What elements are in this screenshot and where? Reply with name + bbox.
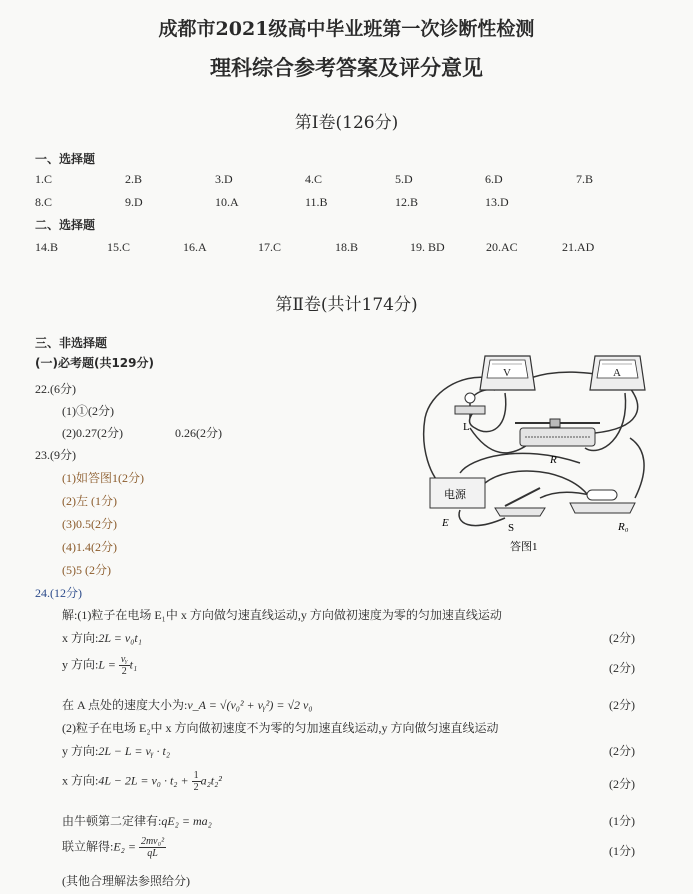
newton-equation: qE₂ = ma₂	[161, 814, 212, 828]
speed-prefix: 在 A 点处的速度大小为:	[62, 698, 188, 712]
q24-solve	[62, 836, 166, 859]
q22-line2b: 0.26(2分)	[175, 426, 222, 440]
answer-item: 20.AC	[486, 240, 518, 254]
part2-heading: 第Ⅱ卷(共计174分)	[275, 295, 418, 315]
q23-line: (1)如答图1(2分)	[62, 471, 144, 485]
y-dir-prefix: y 方向:	[62, 657, 99, 672]
answer-item: 14.B	[35, 240, 59, 254]
q22-label: 22.(6分)	[35, 382, 76, 396]
resistor-base	[570, 503, 635, 513]
fraction-denominator: 2	[193, 782, 199, 793]
q23-line: (4)1.4(2分)	[62, 540, 117, 554]
answer-item: 2.B	[125, 172, 143, 186]
source-text: 电源	[444, 489, 466, 501]
rheostat-slider	[550, 419, 560, 427]
section3-label: 三、非选择题	[35, 336, 108, 350]
wire	[424, 377, 490, 488]
fraction-numerator: 2mv₀²	[140, 836, 165, 847]
score: (2分)	[609, 777, 635, 791]
q22-line2a: (2)0.27(2分)	[62, 426, 123, 440]
x2-prefix: x 方向:	[62, 773, 99, 788]
q24-part2-line: (2)粒子在电场 E₂中 x 方向做初速度不为零的匀加速直线运动,y 方向做匀速直线运动	[62, 721, 499, 735]
ammeter-label: A	[613, 367, 621, 379]
answer-item: 21.AD	[562, 240, 595, 254]
wire	[630, 438, 644, 498]
resistor	[570, 490, 635, 533]
switch-base	[495, 508, 545, 516]
score: (1分)	[609, 814, 635, 828]
score: (1分)	[609, 844, 635, 858]
y2-equation: 2L − L = vᵧ · t₂	[98, 744, 171, 758]
switch	[495, 488, 545, 534]
y2-prefix: y 方向:	[62, 744, 99, 758]
source-label: E	[442, 517, 449, 529]
y-dir-rhs: t₁	[129, 657, 138, 672]
solve-lhs: E₂ =	[113, 839, 139, 854]
q24-line1: 解:(1)粒子在电场 E₁中 x 方向做匀速直线运动,y 方向做初速度为零的匀加速直线运动	[62, 608, 502, 622]
q23-line: (5)5 (2分)	[62, 563, 111, 577]
q24-y2-direction	[62, 742, 170, 759]
q22-line1: (1)①(2分)	[62, 404, 114, 418]
answer-item: 9.D	[125, 195, 143, 209]
answer-item: 15.C	[107, 240, 131, 254]
answer-item: 8.C	[35, 195, 53, 209]
lamp-label: L	[463, 421, 470, 433]
resistor-label: R₀	[618, 521, 629, 533]
answer-item: 7.B	[576, 172, 594, 186]
answer-item: 13.D	[485, 195, 509, 209]
switch-label: S	[508, 522, 515, 534]
answer-item: 11.B	[305, 195, 328, 209]
section1-label: 一、选择题	[35, 152, 96, 166]
answer-item: 16.A	[183, 240, 207, 254]
q23-line: (3)0.5(2分)	[62, 517, 117, 531]
answer-item: 19. BD	[410, 240, 445, 254]
y-dir-lhs: L =	[98, 657, 119, 672]
voltmeter-label: V	[503, 367, 511, 379]
resistor-body	[587, 490, 617, 500]
lamp	[455, 393, 485, 433]
x-dir-prefix: x 方向:	[62, 631, 99, 645]
answer-item: 3.D	[215, 172, 233, 186]
power-source	[430, 478, 485, 529]
document-subtitle: 理科综合参考答案及评分意见	[210, 55, 483, 80]
fraction-denominator: qL	[147, 848, 158, 859]
wire	[485, 471, 590, 498]
q24-label: 24.(12分)	[35, 586, 82, 600]
speed-equation: v_A = √(v₀² + vᵧ²) = √2 v₀	[187, 698, 313, 712]
solve-fraction	[139, 836, 166, 859]
required-label: (一)必考题(共129分)	[35, 356, 154, 370]
score: (2分)	[609, 744, 635, 758]
answer-item: 17.C	[258, 240, 282, 254]
q24-x2-direction	[62, 770, 222, 793]
fraction-numerator: vᵧ	[120, 654, 128, 665]
circuit-diagram	[400, 348, 660, 563]
answer-item: 4.C	[305, 172, 323, 186]
answer-item: 10.A	[215, 195, 239, 209]
rheostat-label: R	[550, 454, 557, 466]
answer-item: 1.C	[35, 172, 53, 186]
answer-item: 6.D	[485, 172, 503, 186]
ammeter	[590, 356, 645, 390]
part1-heading: 第Ⅰ卷(126分)	[294, 113, 399, 133]
q24-y-direction	[62, 654, 137, 677]
lamp-base	[455, 406, 485, 414]
score: (2分)	[609, 631, 635, 645]
fraction-numerator: 1	[193, 770, 199, 781]
q24-note: (其他合理解法参照给分)	[62, 874, 190, 888]
score: (2分)	[609, 698, 635, 712]
wire	[460, 453, 580, 473]
q23-line: (2)左 (1分)	[62, 494, 117, 508]
wire	[595, 388, 638, 433]
answer-item: 12.B	[395, 195, 419, 209]
solve-prefix: 联立解得:	[62, 839, 114, 854]
q24-speed	[62, 696, 313, 713]
fraction-denominator: 2	[121, 666, 127, 677]
y-dir-fraction	[119, 654, 130, 677]
q24-newton	[62, 812, 212, 829]
switch-lever	[505, 488, 540, 506]
answer-item: 5.D	[395, 172, 413, 186]
document-title: 成都市2021级高中毕业班第一次诊断性检测	[158, 18, 535, 40]
x2-equation-b: a₂t₂²	[200, 773, 222, 788]
q23-label: 23.(9分)	[35, 448, 76, 462]
x-dir-equation: 2L = v₀t₁	[98, 631, 142, 645]
x2-equation-a: 4L − 2L = v₀ · t₂ +	[98, 773, 192, 788]
score: (2分)	[609, 661, 635, 675]
rheostat	[515, 419, 600, 466]
lamp-bulb	[465, 393, 475, 403]
newton-prefix: 由牛顿第二定律有:	[62, 814, 162, 828]
x2-fraction	[192, 770, 201, 793]
figure-caption: 答图1	[510, 541, 538, 553]
answer-item: 18.B	[335, 240, 359, 254]
voltmeter	[480, 356, 535, 390]
section2-label: 二、选择题	[35, 218, 96, 232]
q24-x-direction	[62, 629, 142, 646]
